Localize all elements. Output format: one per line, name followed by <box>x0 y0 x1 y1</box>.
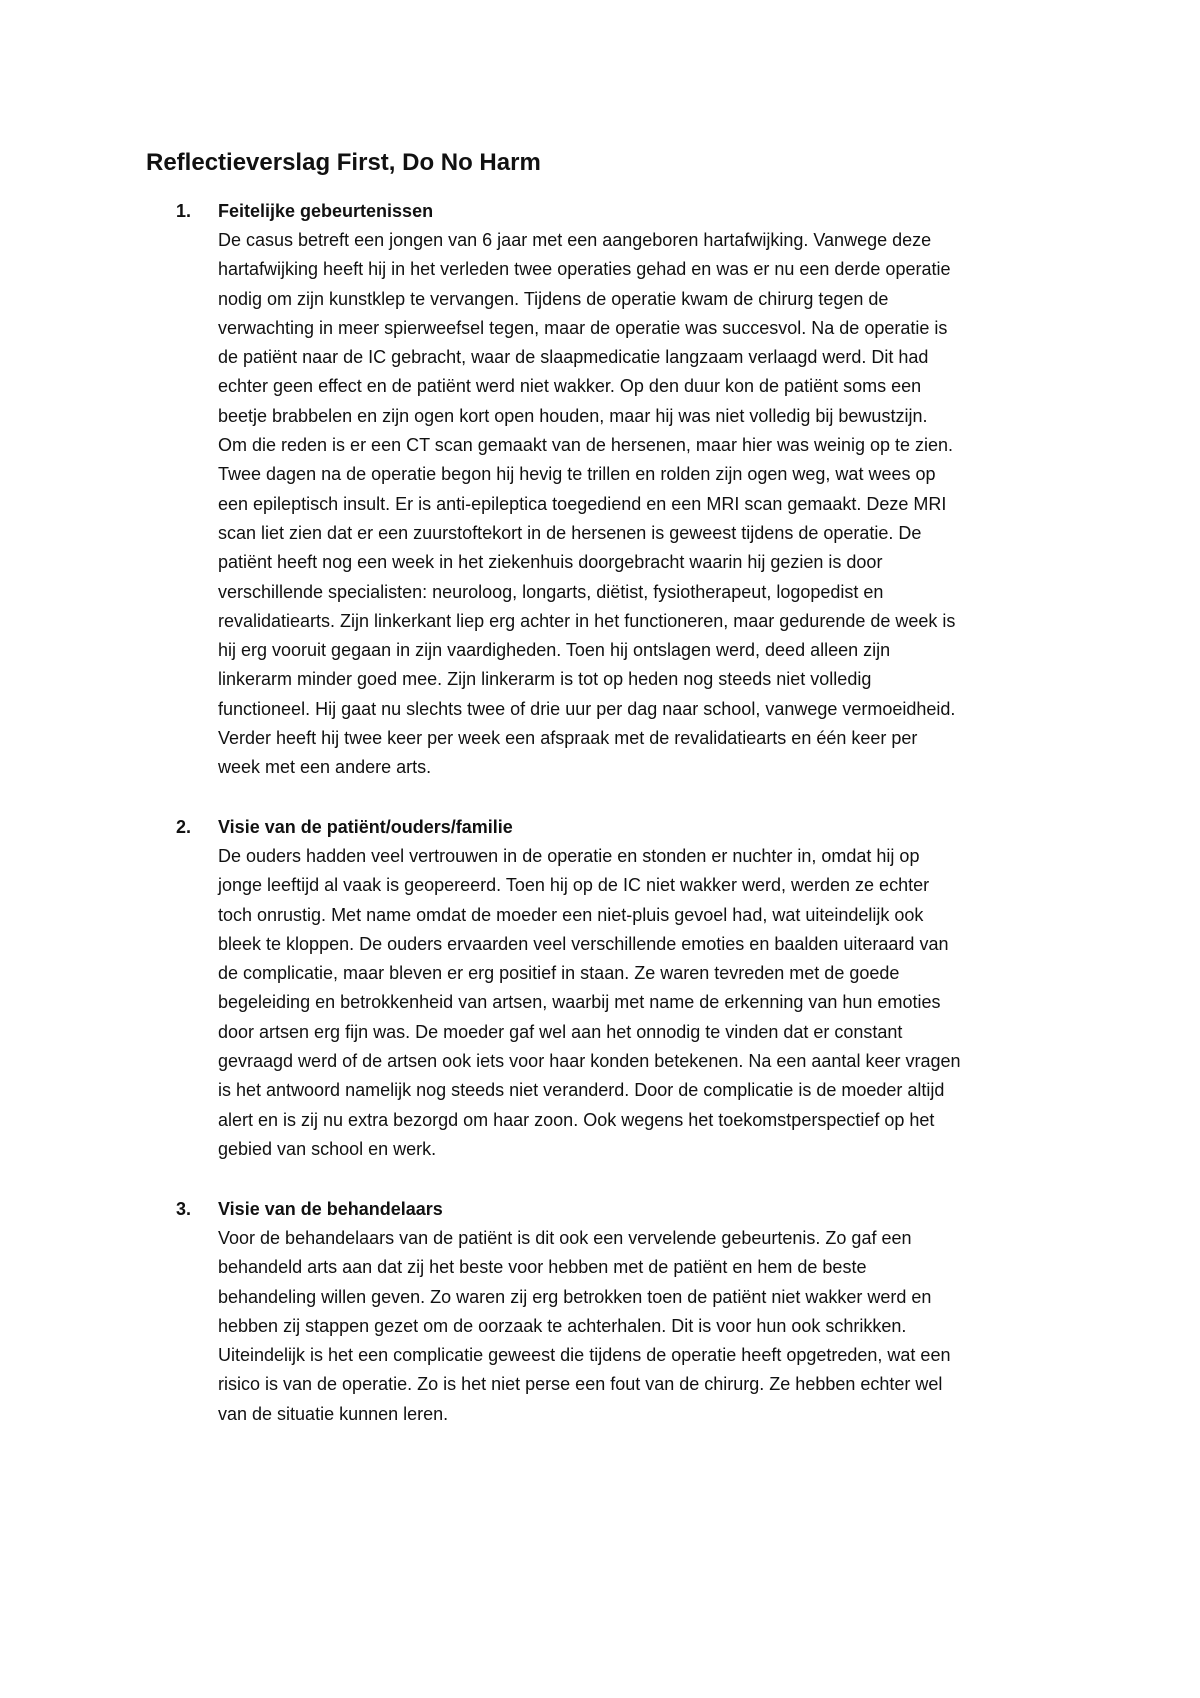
text-line: week met een andere arts. <box>218 757 432 778</box>
text-line: patiënt heeft nog een week in het ziekenhuis doorgebracht waarin hij gezien is door <box>218 552 883 573</box>
page-title: Reflectieverslag First, Do No Harm <box>146 149 541 176</box>
section-heading: Visie van de patiënt/ouders/familie <box>218 817 513 837</box>
text-line: gebied van school en werk. <box>218 1138 437 1159</box>
text-line: linkerarm minder goed mee. Zijn linkerarm is tot op heden nog steeds niet volledig <box>218 669 872 690</box>
section-heading: Feitelijke gebeurtenissen <box>218 201 434 221</box>
section-body <box>218 842 1098 1164</box>
text-line: hartafwijking heeft hij in het verleden twee operaties gehad en was er nu een derde operatie <box>218 259 951 280</box>
text-line: gevraagd werd of de artsen ook iets voor haar konden betekenen. Na een aantal keer vragen <box>218 1051 961 1072</box>
text-line: een epileptisch insult. Er is anti-epileptica toegediend en een MRI scan gemaakt. Deze MRI <box>218 493 947 514</box>
text-line: echter geen effect en de patiënt werd niet wakker. Op den duur kon de patiënt soms een <box>218 376 922 397</box>
text-line: revalidatiearts. Zijn linkerkant liep erg achter in het functioneren, maar gedurende de week is <box>218 610 956 631</box>
section-body <box>218 226 1098 783</box>
section-number: 2. <box>176 817 192 837</box>
text-line: beetje brabbelen en zijn ogen kort open houden, maar hij was niet volledig bij bewustzijn. <box>218 405 928 426</box>
text-line: nodig om zijn kunstklep te vervangen. Tijdens de operatie kwam de chirurg tegen de <box>218 288 889 309</box>
section-number: 1. <box>176 201 192 221</box>
section-body <box>218 1224 1098 1429</box>
text-line: alert en is zij nu extra bezorgd om haar zoon. Ook wegens het toekomstperspectief op het <box>218 1109 935 1130</box>
text-line: jonge leeftijd al vaak is geopereerd. Toen hij op de IC niet wakker werd, werden ze echter <box>218 875 930 896</box>
text-line: bleek te kloppen. De ouders ervaarden veel verschillende emoties en baalden uiteraard van <box>218 933 949 954</box>
text-line: Voor de behandelaars van de patiënt is dit ook een vervelende gebeurtenis. Zo gaf een <box>218 1228 912 1248</box>
text-line: Om die reden is er een CT scan gemaakt van de hersenen, maar hier was weinig op te zien. <box>218 435 954 456</box>
section-number: 3. <box>176 1199 192 1219</box>
text-line: door artsen erg fijn was. De moeder gaf wel aan het onnodig te vinden dat er constant <box>218 1021 903 1042</box>
text-line: de patiënt naar de IC gebracht, waar de slaapmedicatie langzaam verlaagd werd. Dit had <box>218 347 929 368</box>
text-line: de complicatie, maar bleven er erg positief in staan. Ze waren tevreden met de goede <box>218 963 900 984</box>
text-line: toch onrustig. Met name omdat de moeder een niet-pluis gevoel had, wat uiteindelijk ook <box>218 904 924 925</box>
text-line: behandeling willen geven. Zo waren zij erg betrokken toen de patiënt niet wakker werd en <box>218 1286 932 1307</box>
text-line: scan liet zien dat er een zuurstoftekort in de hersenen is geweest tijdens de operatie. De <box>218 522 922 543</box>
text-line: Twee dagen na de operatie begon hij hevig te trillen en rolden zijn ogen weg, wat wees op <box>218 464 936 485</box>
text-line: verwachting in meer spierweefsel tegen, maar de operatie was succesvol. Na de operatie is <box>218 317 948 338</box>
text-line: functioneel. Hij gaat nu slechts twee of drie uur per dag naar school, vanwege vermoeidheid. <box>218 698 956 719</box>
section-heading: Visie van de behandelaars <box>218 1199 443 1219</box>
text-line: hebben zij stappen gezet om de oorzaak te achterhalen. Dit is voor hun ook schrikken. <box>218 1315 907 1336</box>
text-line: begeleiding en betrokkenheid van artsen, waarbij met name de erkenning van hun emoties <box>218 992 941 1013</box>
text-line: Uiteindelijk is het een complicatie geweest die tijdens de operatie heeft opgetreden, wat een <box>218 1345 951 1366</box>
text-line: risico is van de operatie. Zo is het niet perse een fout van de chirurg. Ze hebben echter wel <box>218 1374 943 1395</box>
text-line: verschillende specialisten: neuroloog, longarts, diëtist, fysiotherapeut, logopedist en <box>218 581 884 602</box>
text-line: De casus betreft een jongen van 6 jaar met een aangeboren hartafwijking. Vanwege deze <box>218 230 932 250</box>
text-line: van de situatie kunnen leren. <box>218 1403 449 1424</box>
text-line: behandeld arts aan dat zij het beste voor hebben met de patiënt en hem de beste <box>218 1257 867 1278</box>
text-line: hij erg vooruit gegaan in zijn vaardigheden. Toen hij ontslagen werd, deed alleen zijn <box>218 640 891 661</box>
text-line: Verder heeft hij twee keer per week een afspraak met de revalidatiearts en één keer per <box>218 728 918 749</box>
text-line: is het antwoord namelijk nog steeds niet veranderd. Door de complicatie is de moeder altijd <box>218 1080 945 1101</box>
text-line: De ouders hadden veel vertrouwen in de operatie en stonden er nuchter in, omdat hij op <box>218 846 920 866</box>
